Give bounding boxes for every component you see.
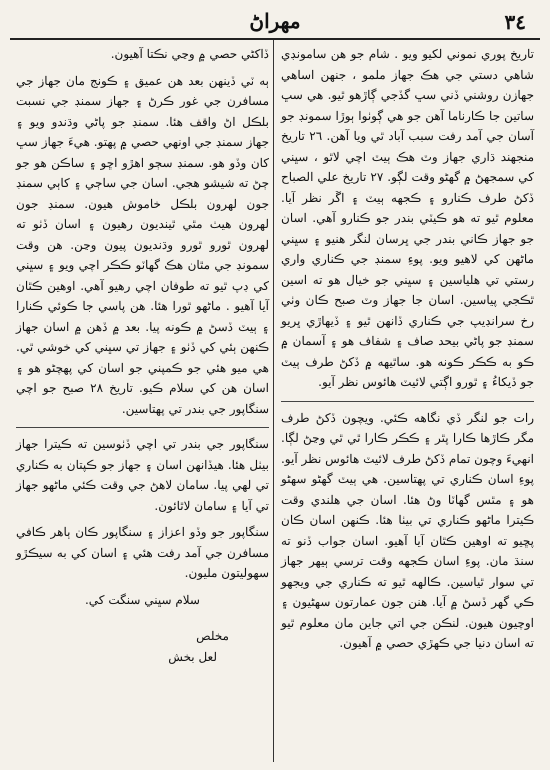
column-divider	[273, 40, 274, 762]
left-paragraph-3: سنگاپور جي بندر تي اچي ڏٺوسين ته ڪيترا جهاز بيٺل هئا. هيڏانهن اسان ۽ جهاز جو ڪپتان به ڪناري تي لهي پيا. سامان لاهڻ جي وقت ڪئي ماڻهو جهاز تي آيا ۽ سامان لاٿائون.	[16, 437, 269, 513]
running-head: مهراڻ	[249, 9, 301, 33]
header-rule	[10, 38, 540, 40]
right-column	[281, 44, 534, 654]
page-header	[10, 8, 540, 38]
section-divider	[16, 427, 269, 428]
left-paragraph-1: ڏاکڻي حصي ۾ وڃي نڪتا آهيون.	[110, 47, 269, 61]
page-number: ٣٤	[504, 10, 526, 34]
left-paragraph-4: سنگاپور جو وڏو اعزاز ۽ سنگاپور ڪان ٻاهر ڪافي مسافرن جي آمد رفت هئي ۽ اسان کي به سيڪڙو سهوليتون مليون.	[16, 525, 269, 580]
left-column	[16, 44, 269, 667]
salutation: سلام سڀني سنگت کي.	[84, 592, 200, 607]
signature: لعل بخش	[168, 649, 217, 664]
left-paragraph-2: ٻه ٽي ڏينهن بعد هن عميق ۽ ڪونج مان جهاز جي مسافرن جي غور ڪرڻ ۽ جهاز سمنڊ جي نسبت بلڪل اڻ واقف هئا. سمنڊ جو پاڻي وڌندو ويو ۽ جهاز سمنڊ جي اونهي حصي ۾ پهتو. هيءَ جهاز سڀ کان وڏو هو. سمنڊ سڄو اهڙو اڇو ۽ ساڪن هو جو ڄڻ ته شيشو هجي. اسان جي ساڄي ۽ کاٻي سمنڊ جون لهرون بلڪل خاموش هيون. سمنڊ جون لهرون هيٺ مٿي ٿينديون رهيون ۽ اسان ڏٺو ته لهرون ٿورو ٿورو وڌنديون پيون وڃن. هن وقت سمونڊ جي مٿان هڪ گهاٽو ڪڪر اچي ويو ۽ سڀني کي ڊپ ٿيو ته طوفان اچي رهيو آهي. اوهين ڪٿان آيا آهيو . ماڻهو ٿورا هئا. هن پاسي جا ڪوئي ڪنارا ۽ ٻيٽ ڏسڻ ۾ ڪونه پيا. بعد ۾ ڏهن ۾ اسان جهاز ڪنهن ٻئي کي ڏٺو ۽ جهاز تي سڀني کي خوشي ٿي. هي ميو هئي جو ڪمپني جو اسان کي پهچڻو هو ۽ اسان هن کي سلام ڪيو. تاريخ ٢٨ صبح جو اچي سنگاپور جي بندر تي پهتاسين.	[16, 73, 270, 416]
right-paragraph-2: رات جو لنگر ڏي نگاهه ڪئي. ويچون ڏکڻ طرف مگر ڪاڙها ڪارا پٿر ۽ ڪڪر ڪارا ٿي ٿي وڃڻ لڳا. انهيءَ وچون تمام ڏکڻ طرف لائيٽ هائوس نظر آيو. پوءِ اسان ڪناري تي پهتاسين. هي ٻيٽ گهڻو سهڻو هو ۽ مٿس گهاٽا وڻ هئا. اسان جي هلندي وقت ڪيترا ماڻهو ڪناري تي بيٺا هئا. ڪنهن اسان ڪان پڇيو ته اوهين ڪٿان آيا آهيو. اسان جواب ڏنو ته سنڌ مان. پوءِ اسان ڪجهه وقت ترسي ٻيهر جهاز تي سوار ٿياسين. ڪالهه ٿيو ته ڪناري جي ويجهو ڪي گهر ڏسڻ ۾ آيا. هنن جون عمارتون سهڻيون ۽ اوچيون هيون. لنڪن جي اتي جاين مان معلوم ٿيو ته اسان دنيا جي ڪهڙي حصي ۾ آهيون.	[280, 410, 534, 650]
signoff: مخلص	[196, 629, 229, 643]
section-divider	[281, 401, 534, 402]
right-paragraph-1: تاريخ پوري نموني لکيو ويو . شام جو هن سامونڊي شاهي دستي جي هڪ جهاز ملمو ، جنهن اساهي جهازن روشني ڏني سڀ گڏجي ڳاڙهو ٿيو. هي سڀ ساتين جا ڪارناما آهن جو هي ڳوٺوا ٻوڙا سمونڊ جو آسان جي آمد رفت سبب آباد ٿي ويا آهن. ٢٦ تاريخ منجهند ڌاري جهاز وٽ هڪ ٻيٽ اچي لاٿو ، سڀني کي سمجهڻ ۾ گهڻو وقت لڳو. ٢٧ تاريخ علي الصباح ڏکڻ طرف ڪنارو ۽ ڪجهه ٻيٽ ۽ اڱر نظر آيا. معلوم ٿيو ته هو ڪيٽي بندر جو ڪنارو آهي. اسان جو جهاز ڪاني بندر جي ڀرسان لنگر هنيو ۽ سڀني ماڻهن کي لاهيو ويو. پوءِ سمنڊ جي ڪناري واري رستي تي هلياسين ۽ سڀني جو خيال هو ته اسين ٿڪجي پياسين. اسان جا جهاز وٽ صبح ڪان وٺي رخ سرانڊيپ جي ڪناري ڏانهن ٿيو ۽ ڏيهاڙي ڀريو سمنڊ جو پاڻي بيحد صاف ۽ شفاف هو ۽ آسمان ۾ ڪو به ڪڪر ڪونه هو. ساٿيهه ۾ ڏکڻ طرف ٻيٽ جو ڏيکاءُ ۽ ٿورو اڳتي لائيٽ هائوس نظر آيو.	[281, 47, 535, 389]
